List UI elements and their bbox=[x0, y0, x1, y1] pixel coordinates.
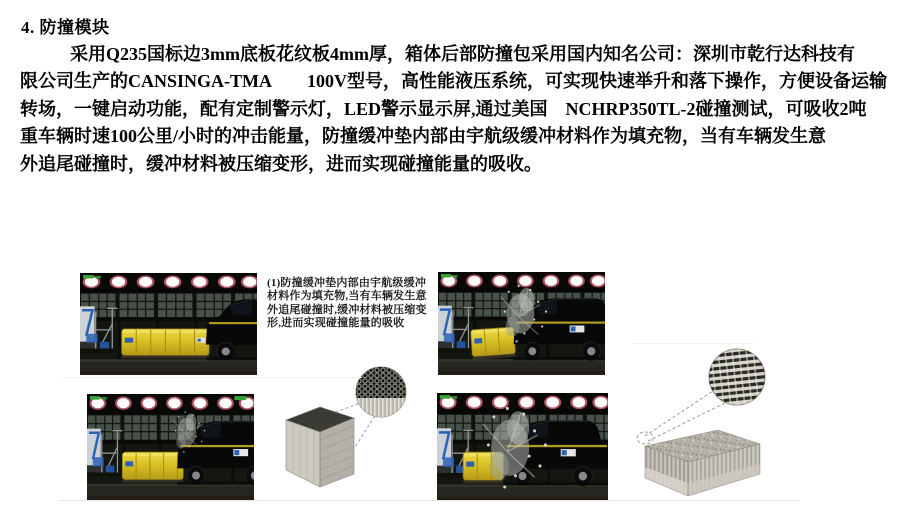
green-marker bbox=[234, 396, 246, 400]
figure-caption-line: 外追尾碰撞时,缓冲材料被压缩变 bbox=[267, 303, 427, 316]
honeycomb-cube-image bbox=[286, 407, 354, 487]
crash-test-photo-2 bbox=[438, 272, 605, 375]
separator-line-right bbox=[632, 343, 754, 344]
honeycomb-detail-callout bbox=[356, 367, 406, 418]
paragraph-line: 重车辆时速100公里/小时的冲击能量，防撞缓冲垫内部由宇航级缓冲材料作为填充物，当有车辆发生意 bbox=[20, 126, 826, 147]
section-heading: 4. 防撞模块 bbox=[21, 18, 110, 37]
figure-caption-line: (1)防撞缓冲垫内部由宇航级缓冲 bbox=[267, 277, 427, 289]
honeycomb-panel-image bbox=[645, 430, 760, 496]
honeycomb-panel-figure bbox=[628, 346, 793, 502]
crash-cushion bbox=[122, 452, 183, 483]
separator-line-bottom bbox=[60, 500, 800, 501]
body-paragraph bbox=[20, 41, 887, 178]
honeycomb-cube-figure bbox=[278, 362, 412, 492]
paragraph-line: 外追尾碰撞时，缓冲材料被压缩变形，进而实现碰撞能量的吸收。 bbox=[20, 153, 542, 174]
corrugated-detail-callout bbox=[703, 346, 771, 409]
paragraph-line: 限公司生产的CANSINGA-TMA 100V型号，高性能液压系统，可实现快速举升和落下操作，方便设备运输 bbox=[20, 71, 888, 92]
paragraph-line: 采用Q235国标边3mm底板花纹板4mm厚，箱体后部防撞包采用国内知名公司：深圳市乾行达科技有 bbox=[70, 44, 855, 64]
figure-caption-line: 材料作为填充物,当有车辆发生意 bbox=[267, 290, 427, 303]
paragraph-line: 转场，一键启动功能，配有定制警示灯，LED警示显示屏,通过美国 NCHRP350TL-2碰撞测试，可吸收2吨 bbox=[20, 98, 867, 119]
crash-test-photo-4 bbox=[437, 393, 608, 501]
separator-line-top bbox=[62, 377, 362, 378]
crash-cushion bbox=[122, 329, 209, 358]
crash-test-photo-1 bbox=[80, 273, 257, 375]
figure-caption bbox=[267, 277, 439, 331]
figure-caption-line: 形,进而实现碰撞能量的吸收 bbox=[267, 317, 405, 330]
crash-test-photo-3 bbox=[87, 394, 254, 500]
